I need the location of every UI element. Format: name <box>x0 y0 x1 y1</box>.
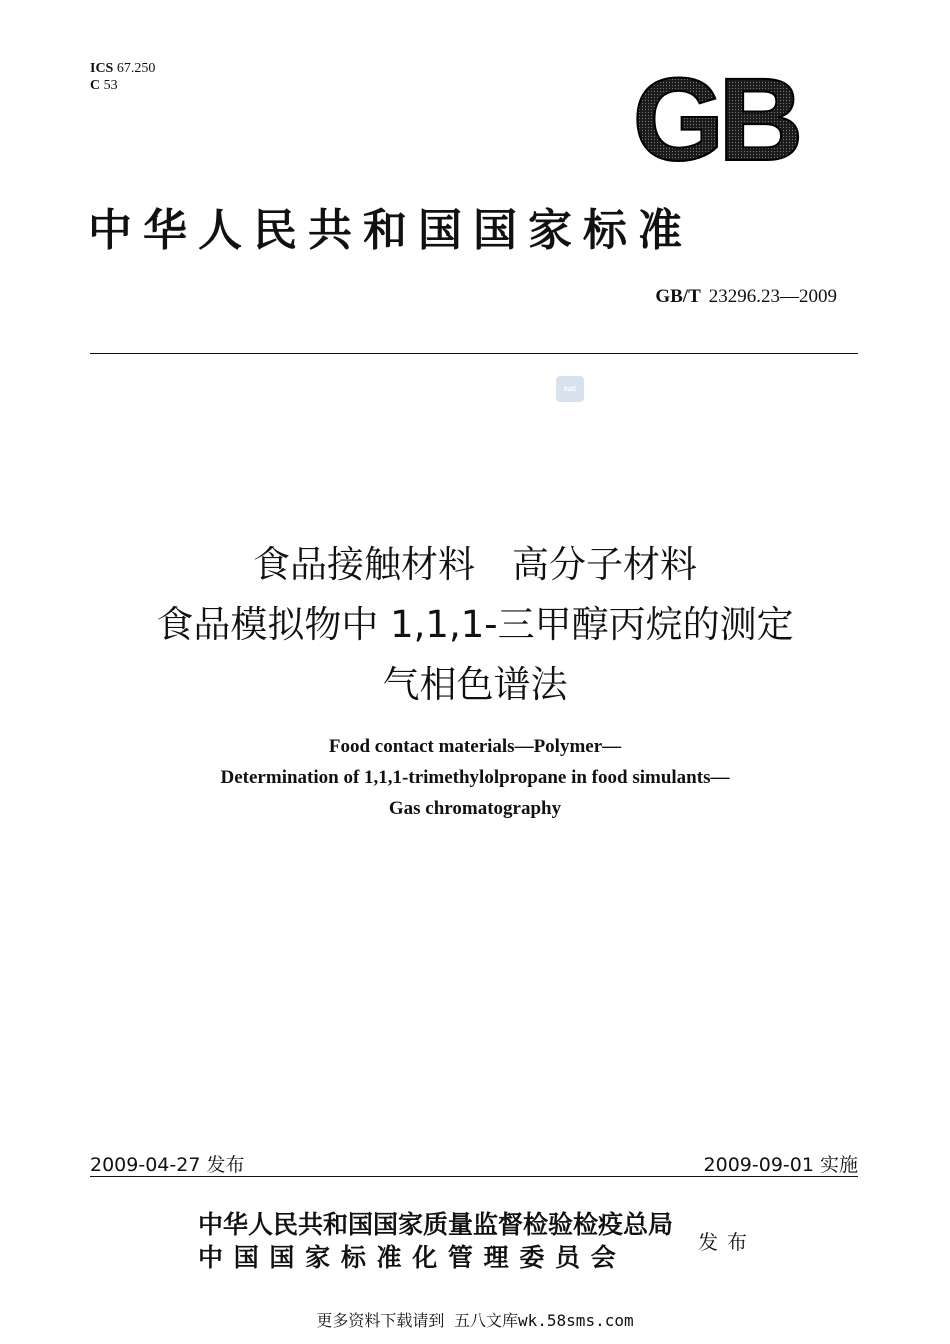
footer-download-note: 更多资料下载请到 五八文库wk.58sms.com <box>316 1311 634 1330</box>
gb-logo <box>620 72 810 168</box>
ccs-code: 53 <box>103 78 118 93</box>
ccs-line <box>90 77 155 94</box>
title-en-line-1: Food contact materials—Polymer— <box>328 736 622 757</box>
implementation-date: 2009-09-01 实施 <box>703 1154 858 1176</box>
title-cn-line-1: 食品接触材料 高分子材料 <box>253 543 697 586</box>
standard-number-prefix: GB/T <box>655 286 701 307</box>
title-cn-line-2: 食品模拟物中 1,1,1-三甲醇丙烷的测定 <box>156 603 794 646</box>
header-divider <box>90 353 858 354</box>
issue-date: 2009-04-27 发布 <box>90 1154 245 1176</box>
title-en-line-2: Determination of 1,1,1-trimethylolpropane in food simulants— <box>220 767 730 788</box>
issuer-line-2: 中 国 国 家 标 准 化 管 理 委 员 会 <box>198 1243 617 1272</box>
title-en-line-3: Gas chromatography <box>388 798 562 819</box>
gb-logo-text: GB <box>632 72 798 168</box>
publish-label: 发布 <box>698 1230 756 1254</box>
standard-number-value: 23296.23—2009 <box>708 286 837 307</box>
ics-label: ICS <box>90 61 114 76</box>
ics-code: 67.250 <box>116 61 156 76</box>
ics-line <box>90 60 155 77</box>
national-standard-title: 中华人民共和国国家标准 <box>88 205 693 256</box>
sac-watermark: sac <box>556 376 584 402</box>
standard-number <box>655 286 837 308</box>
classification-codes <box>90 60 155 94</box>
issuer-line-1: 中华人民共和国国家质量监督检验检疫总局 <box>198 1210 674 1239</box>
ccs-label: C <box>90 78 101 93</box>
footer-divider <box>90 1176 858 1177</box>
title-cn-line-3: 气相色谱法 <box>382 663 568 706</box>
